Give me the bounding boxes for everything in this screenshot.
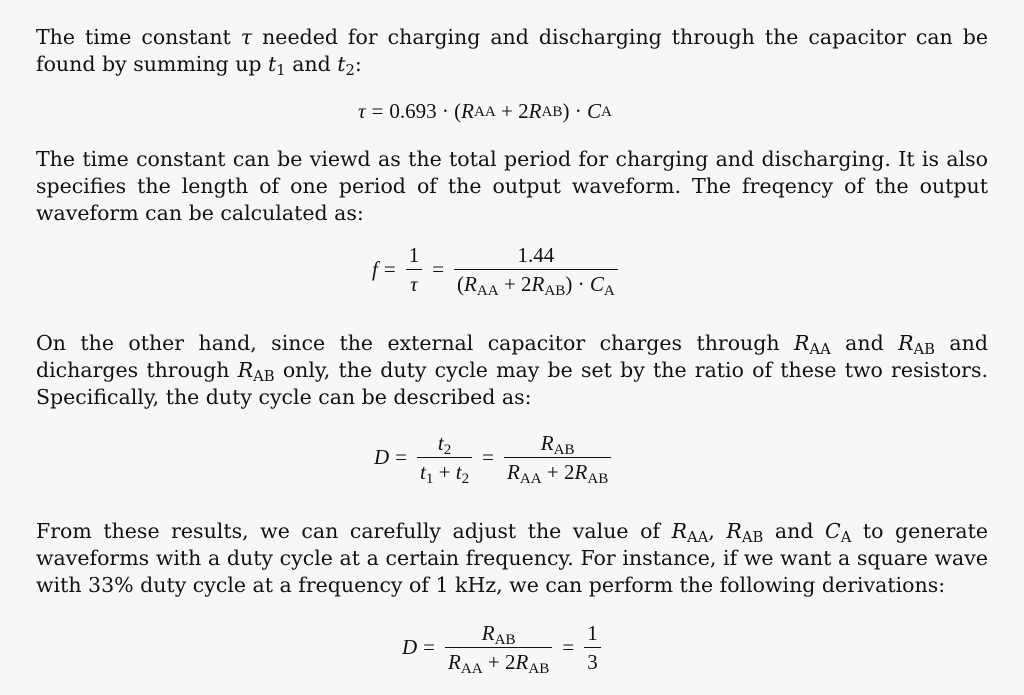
equation-duty-cycle (0, 426, 1024, 488)
r-symbol: R (671, 519, 688, 543)
denominator (445, 647, 552, 677)
subscript: AB (741, 529, 764, 547)
equation-frequency (0, 238, 1024, 300)
subscript: AB (528, 660, 550, 677)
r-symbol: R (898, 331, 914, 355)
fraction-one-third (584, 621, 601, 674)
fraction-resistor-ratio (504, 430, 611, 487)
equals-sign: = (371, 99, 384, 123)
r-symbol: R (461, 99, 474, 123)
text: and (830, 331, 899, 355)
subscript: 1 (425, 470, 434, 487)
subscript: A (603, 282, 615, 299)
f-symbol: f (372, 256, 378, 281)
plus-term: + 2 (495, 99, 529, 123)
plus-term: + 2 (498, 271, 532, 296)
plus-sign: + (433, 459, 456, 484)
r-symbol: R (540, 430, 554, 455)
r-symbol: R (528, 99, 542, 123)
paragraph-frequency: The time constant can be viewd as the total period for charging and discharging. It is also specifies the length of one period of the output waveform. The freqency of the output waveform can be calculated as: (36, 147, 988, 225)
plus-term: + 2 (482, 649, 516, 674)
text: and (285, 52, 338, 76)
tau-symbol: τ (240, 25, 253, 49)
t1-symbol: t (268, 52, 277, 76)
equation-duty-cycle-target (0, 616, 1024, 678)
equals-sign: = (423, 634, 436, 659)
text: : (354, 52, 362, 76)
paragraph-duty-cycle (36, 330, 988, 411)
denominator: τ (406, 269, 423, 296)
subscript: 1 (276, 62, 286, 80)
subscript: A (840, 529, 852, 547)
c-symbol: C (825, 519, 841, 543)
t-symbol: t (455, 459, 462, 484)
subscript: AA (460, 660, 483, 677)
subscript: AB (913, 341, 936, 359)
equation-time-constant: τ = 0.693 · ( R AA + 2 R AB ) · C A (358, 99, 612, 123)
equals-sign: = (395, 444, 408, 469)
r-symbol: R (237, 358, 254, 382)
text: and dicharges through (36, 331, 988, 382)
equals-sign: = (562, 634, 575, 659)
r-symbol: R (531, 271, 545, 296)
r-symbol: R (515, 649, 529, 674)
text: to generate waveforms with a duty cycle at a certain frequency. For instance, if we want a square wave with 33% duty cycle at a frequency of 1 kHz, we can perform the following derivations: (36, 519, 989, 597)
text: and (763, 519, 825, 543)
coefficient: 0.693 · ( (389, 99, 462, 123)
equals-sign: = (432, 256, 445, 281)
r-symbol: R (574, 459, 588, 484)
numerator: 1 (587, 620, 598, 645)
c-symbol: C (589, 271, 604, 296)
d-symbol: D (402, 634, 418, 659)
subscript: AA (476, 282, 499, 299)
fraction-t2-over-sum (417, 430, 472, 487)
fraction-one-over-tau (406, 243, 423, 296)
text: From these results, we can carefully adjust the value of (36, 519, 672, 543)
subscript: AB (553, 441, 575, 458)
numerator (504, 431, 611, 457)
fraction-frequency (454, 242, 618, 299)
text: On the other hand, since the external capacitor charges through (36, 331, 794, 355)
denominator (504, 457, 611, 487)
numerator: 1.44 (517, 242, 555, 267)
paragraph-derivation (36, 518, 988, 599)
d-symbol: D (374, 444, 390, 469)
subscript: AA (809, 341, 831, 359)
fraction-resistor-ratio (445, 620, 552, 677)
subscript: AA (519, 470, 542, 487)
text: The time constant (36, 25, 241, 49)
subscript: 2 (461, 470, 470, 487)
numerator (445, 621, 552, 647)
subscript: 2 (345, 62, 355, 80)
r-symbol: R (448, 649, 461, 674)
subscript: AA (687, 529, 709, 547)
denominator (454, 269, 618, 299)
denominator (417, 457, 472, 487)
r-symbol: R (507, 459, 520, 484)
text: needed for charging and discharging through the capacitor can be found by summing up (36, 25, 989, 76)
open-paren: ( (457, 271, 465, 296)
paragraph-time-constant (36, 24, 988, 78)
subscript: AB (544, 282, 566, 299)
subscript: AB (253, 368, 275, 386)
t2-symbol: t (337, 52, 346, 76)
r-symbol: R (464, 271, 477, 296)
numerator (417, 431, 472, 457)
subscript: AB (494, 631, 516, 648)
text: only, the duty cycle may be set by the ratio of these two resistors. Specifically, the duty cycle can be described as: (36, 358, 988, 409)
numerator: 1 (408, 242, 420, 267)
equals-sign: = (482, 444, 495, 469)
t-symbol: t (437, 430, 444, 455)
c-symbol: C (586, 99, 601, 123)
text: , (708, 519, 727, 543)
subscript: AB (587, 470, 609, 487)
close-paren: ) · (565, 271, 590, 296)
r-symbol: R (793, 331, 810, 355)
denominator: 3 (584, 647, 601, 674)
r-symbol: R (481, 620, 495, 645)
equals-sign: = (383, 256, 396, 281)
close-paren: ) · (562, 99, 587, 123)
t-symbol: t (420, 459, 426, 484)
plus-term: + 2 (541, 459, 575, 484)
subscript: 2 (443, 441, 452, 458)
r-symbol: R (726, 519, 742, 543)
tau-symbol: τ (358, 99, 366, 123)
